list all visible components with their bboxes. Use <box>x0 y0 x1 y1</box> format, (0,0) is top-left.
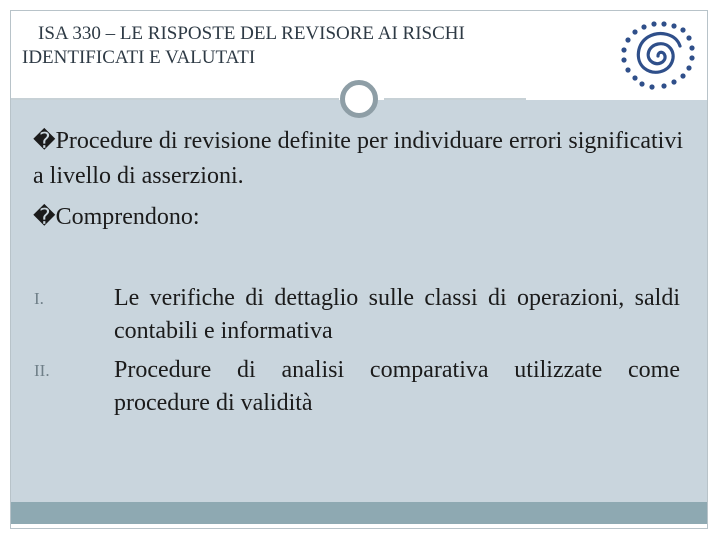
title-line-2: IDENTIFICATI E VALUTATI <box>22 47 256 68</box>
footer-bar <box>11 502 707 524</box>
slide-title <box>22 22 582 70</box>
bullet-2-text: Comprendono: <box>55 204 200 230</box>
circle-icon <box>340 80 378 118</box>
bullet-marker-icon: � <box>33 129 56 154</box>
list-item-text: Procedure di analisi comparativa utilizzate come procedure di validità <box>114 357 680 416</box>
title-line-1: ISA 330 – LE RISPOSTE DEL REVISORE AI RISCHI <box>38 23 465 44</box>
bullet-marker-icon: � <box>33 205 56 230</box>
swirl-icon <box>618 20 696 92</box>
bullet-2 <box>33 200 683 235</box>
list-item-number: I. <box>34 289 44 308</box>
list-item-text: Le verifiche di dettaglio sulle classi di operazioni, saldi contabili e informativa <box>114 285 680 344</box>
bullet-1 <box>33 124 683 193</box>
bullet-1-text: Procedure di revisione definite per individuare errori significativi a livello di asserzioni. <box>33 128 683 189</box>
list-item-number: II. <box>34 361 50 380</box>
